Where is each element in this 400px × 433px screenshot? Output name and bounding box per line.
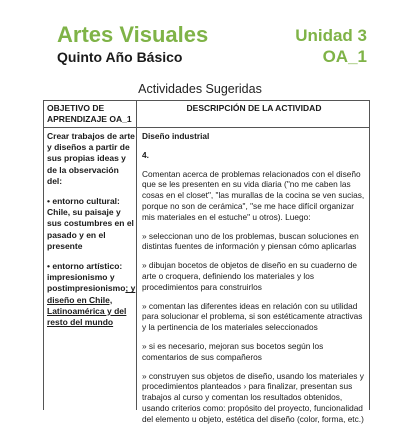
activity-paragraph: » construyen sus objetos de diseño, usando los materiales y procedimientos planteados › para finalizar, presentan sus trabajos al curso y comentan los resultados obtenidos, usando criterios como: propósito del proyecto, funcionalidad del elemento u objeto, estética del diseño (color, forma, etc.)	[142, 370, 364, 424]
grade-subtitle: Quinto Año Básico	[57, 49, 183, 65]
activity-number: 4.	[142, 149, 149, 160]
objective-item-artistic-b: ; y diseño en Chile, Latinoamérica y del resto del mundo	[47, 283, 136, 328]
objective-item-artistic	[47, 261, 136, 328]
objective-item-cultural: • entorno cultural: Chile, su paisaje y sus costumbres en el pasado y en el presente	[47, 196, 134, 251]
section-title: Actividades Sugeridas	[138, 82, 262, 96]
objective-item-artistic-a: • entorno artístico: impresionismo y postimpresionismo	[47, 261, 126, 294]
activity-paragraph: » dibujan bocetos de objetos de diseño en su cuaderno de arte o croquera, definiendo los materiales y los procedimientos para construirlos	[142, 260, 357, 292]
activities-table	[43, 100, 370, 424]
activity-paragraph: » comentan las diferentes ideas en relación con su utilidad para solucionar el problema, si son estéticamente atractivas y la pertinencia de los materiales seleccionados	[142, 300, 363, 333]
objective-header: OBJETIVO DE APRENDIZAJE OA_1	[47, 103, 132, 124]
activity-paragraph: » seleccionan uno de los problemas, buscan soluciones en distintas fuentes de información y piensan cómo aplicarlas	[142, 230, 359, 252]
activity-paragraph: » si es necesario, mejoran sus bocetos según los comentarios de sus compañeros	[142, 340, 324, 362]
activity-heading: Diseño industrial	[142, 131, 210, 141]
page-header	[57, 22, 367, 66]
objective-intro: Crear trabajos de arte y diseños a partir de sus propias ideas y de la observación del:	[47, 131, 135, 186]
objective-code: OA_1	[322, 47, 367, 66]
activity-header: DESCRIPCIÓN DE LA ACTIVIDAD	[186, 103, 322, 113]
activity-cell	[142, 131, 367, 433]
subject-title: Artes Visuales	[57, 22, 209, 47]
table-header-row	[44, 101, 369, 128]
objective-cell	[47, 131, 136, 337]
activity-paragraph: Comentan acerca de problemas relacionados con el diseño que se les presenten en su vida diaria ("no me caben las cosas en el closet", "las murallas de la cocina se ven sucias, porque no son de cerámica", "se me hace difícil organizar mis materiales en el estuche" u otros). Luego:	[142, 168, 365, 222]
unit-label: Unidad 3	[295, 26, 367, 45]
